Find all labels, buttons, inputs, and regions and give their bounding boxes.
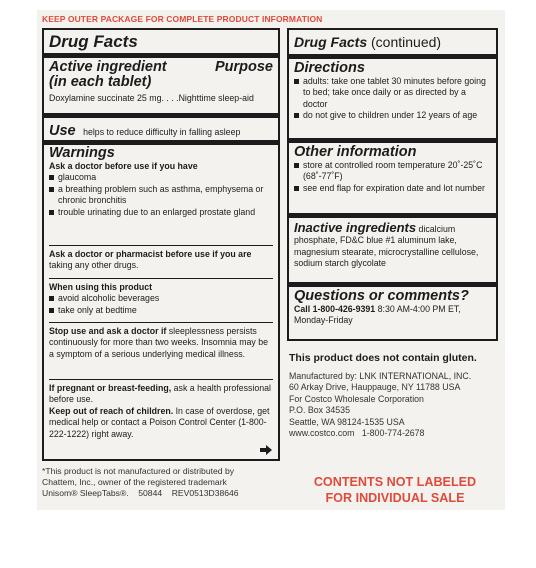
heavy-rule: [289, 138, 496, 143]
manufacturer-line: Seattle, WA 98124-1535 USA: [289, 416, 405, 427]
directions-heading: Directions: [294, 60, 365, 76]
drug-facts-continued-title: Drug Facts (continued): [294, 34, 442, 50]
ask-doctor-heading: Ask a doctor before use if you have: [49, 161, 198, 171]
ask-pharmacist-section: [44, 249, 278, 272]
call-hours: 8:30 AM-4:00 PM ET, Monday-Friday: [294, 304, 461, 326]
when-using-heading: When using this product: [49, 282, 153, 292]
gluten-statement: This product does not contain gluten.: [289, 352, 477, 364]
ask-pharmacist-heading: Ask a doctor or pharmacist before use if you are: [49, 249, 252, 259]
stop-use-section: [44, 326, 278, 360]
thin-rule: [49, 379, 273, 380]
drug-facts-left-panel: [42, 28, 280, 461]
ask-doctor-item: trouble urinating due to an enlarged prostate gland: [49, 207, 273, 218]
inactive-ingredients-heading: Inactive ingredients: [294, 220, 417, 235]
manufacturer-line: Manufactured by: LNK INTERNATIONAL, INC.: [289, 371, 472, 381]
other-information-item: store at controlled room temperature 20˚-25˚C (68˚-77˚F): [294, 160, 491, 183]
when-using-section: [44, 282, 278, 316]
manufacturer-line: P.O. Box 34535: [289, 405, 350, 416]
stop-use-text: sleeplessness persists continuously for more than two weeks. Insomnia may be a symptom of a serious underlying medical illness.: [49, 326, 269, 359]
manufacturer-block: [289, 352, 501, 439]
inactive-ingredients-text: dicalcium phosphate, FD&C blue #1 aluminum lake, magnesium stearate, microcrystalline cellulose, sodium starch glycolate: [294, 224, 479, 269]
manufacturer-line: For Costco Wholesale Corporation: [289, 393, 424, 404]
directions-item: adults: take one tablet 30 minutes before going to bed; take once daily or as directed by a doctor: [294, 76, 491, 110]
drug-facts-right-panel: [287, 28, 498, 341]
heavy-rule: [44, 53, 278, 58]
active-ingredient-line: Doxylamine succinate 25 mg. . . .Nighttime sleep-aid: [49, 93, 254, 103]
contents-not-labeled-notice: CONTENTS NOT LABELED FOR INDIVIDUAL SALE: [313, 475, 477, 505]
thin-rule: [49, 322, 273, 323]
active-ingredient-subheading: (in each tablet): [49, 74, 152, 90]
other-information-heading: Other information: [294, 144, 417, 160]
footnote-line: *This product is not manufactured or distributed by: [42, 466, 235, 476]
call-number: Call 1-800-426-9391: [294, 304, 376, 314]
heavy-rule: [289, 213, 496, 218]
heavy-rule: [289, 282, 496, 287]
use-heading: Use: [49, 123, 76, 139]
questions-section: [289, 289, 496, 327]
directions-section: [289, 61, 496, 122]
keep-outer-package-notice: KEEP OUTER PACKAGE FOR COMPLETE PRODUCT INFORMATION: [42, 14, 323, 24]
pregnant-text: ask a health professional before use.: [49, 383, 271, 405]
when-using-item: take only at bedtime: [49, 305, 273, 316]
warnings-heading: Warnings: [49, 145, 115, 161]
ask-pharmacist-text: taking any other drugs.: [49, 260, 139, 271]
warnings-section: [44, 146, 278, 218]
trademark-footnote: [42, 466, 274, 499]
manufacturer-line: www.costco.com 1-800-774-2678: [289, 428, 425, 439]
keep-out-text: In case of overdose, get medical help or contact a Poison Control Center (1-800-222-1222) right away.: [49, 405, 270, 439]
active-ingredient-heading: Active ingredient: [49, 59, 167, 75]
thin-rule: [49, 245, 273, 246]
footnote-line: Chattem, Inc., owner of the registered trademark: [42, 477, 227, 487]
thin-rule: [49, 278, 273, 279]
purpose-heading: Purpose: [214, 59, 273, 75]
stop-use-heading: Stop use and ask a doctor if: [49, 326, 167, 336]
active-ingredient-section: [44, 60, 278, 104]
when-using-item: avoid alcoholic beverages: [49, 293, 273, 304]
manufacturer-line: 60 Arkay Drive, Hauppauge, NY 11788 USA: [289, 382, 461, 393]
drug-facts-title: Drug Facts: [49, 32, 138, 51]
use-text: helps to reduce difficulty in falling asleep: [83, 127, 241, 137]
use-section: [44, 122, 278, 140]
other-information-item: see end flap for expiration date and lot number: [294, 183, 491, 194]
ask-doctor-item: glaucoma: [49, 172, 273, 183]
keep-out-heading: Keep out of reach of children.: [49, 405, 174, 416]
ask-doctor-item: a breathing problem such as asthma, emphysema or chronic bronchitis: [49, 184, 273, 207]
other-information-section: [289, 145, 496, 194]
heavy-rule: [44, 113, 278, 118]
footnote-line: Unisom® SleepTabs®. 50844 REV0513D38646: [42, 488, 239, 498]
directions-item: do not give to children under 12 years of age: [294, 110, 491, 121]
pregnancy-section: [44, 383, 278, 440]
questions-heading: Questions or comments?: [294, 288, 469, 304]
arrow-right-icon: [260, 442, 272, 460]
pregnant-heading: If pregnant or breast-feeding,: [49, 383, 172, 393]
inactive-ingredients-section: [289, 221, 496, 270]
heavy-rule: [289, 54, 496, 59]
